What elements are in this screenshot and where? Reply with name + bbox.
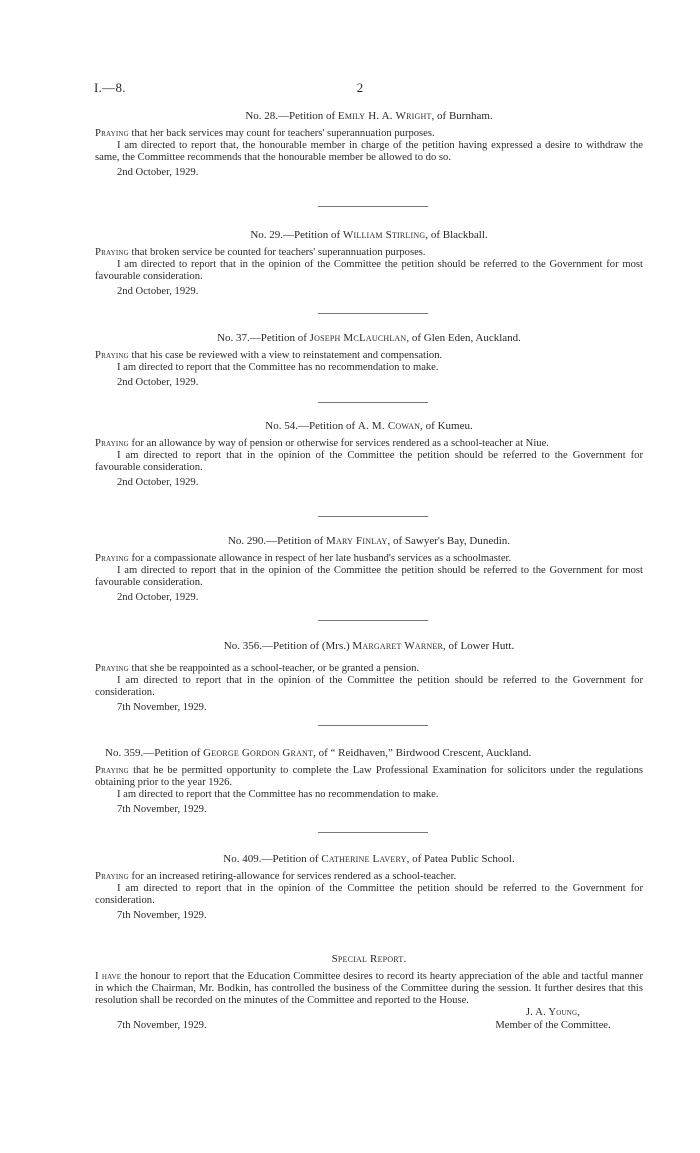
petitioner-name: William Stirling <box>342 229 426 241</box>
report-date: 7th November, 1929. <box>117 702 207 713</box>
section-divider <box>318 725 428 726</box>
report-paragraph: I am directed to report that in the opinion of the Committee the petition should be referred to the Government for most favourable consideration. <box>95 259 643 282</box>
section-divider <box>318 620 428 621</box>
report-paragraph: I am directed to report that the Committee has no recommendation to make. <box>117 362 439 373</box>
petitioner-name: Emily H. A. Wright <box>337 110 432 122</box>
signatory-title: Member of the Committee. <box>495 1020 611 1031</box>
special-report-section <box>95 953 643 1033</box>
section-divider <box>318 313 428 314</box>
report-date: 7th November, 1929. <box>117 804 207 815</box>
report-paragraph: I am directed to report that in the opinion of the Committee the petition should be referred to the Government for consideration. <box>95 883 643 906</box>
praying-paragraph: Praying that her back services may count for teachers' superannuation purposes. <box>95 128 435 139</box>
petition-section <box>95 535 643 604</box>
petition-section <box>95 853 643 922</box>
page-number: 2 <box>356 80 364 95</box>
petitioner-name: Catherine Lavery <box>321 853 407 865</box>
section-divider <box>318 402 428 403</box>
signature-block <box>95 1007 643 1033</box>
praying-paragraph: Praying for an allowance by way of pension or otherwise for services rendered as a school-teacher at Niue. <box>95 438 549 449</box>
petition-section <box>95 332 643 389</box>
praying-paragraph: Praying for a compassionate allowance in respect of her late husband's services as a schoolmaster. <box>95 553 512 564</box>
praying-paragraph: Praying that his case be reviewed with a view to reinstatement and compensation. <box>95 350 443 361</box>
petition-section <box>95 229 643 298</box>
petition-section <box>95 747 643 816</box>
praying-paragraph: Praying for an increased retiring-allowance for services rendered as a school-teacher. <box>95 871 457 882</box>
petitioner-name: George Gordon Grant <box>203 747 314 759</box>
petition-section <box>95 640 643 714</box>
petitioner-name: Mary Finlay <box>326 535 388 547</box>
praying-paragraph: Praying that she be reappointed as a school-teacher, or be granted a pension. <box>95 663 420 674</box>
report-paragraph: I am directed to report that, the honourable member in charge of the petition having expressed a desire to withdraw the same, the Committee recommends that the honourable member be allowed to do so. <box>95 140 643 163</box>
petition-title: No. 356.—Petition of (Mrs.) Margaret Warner, of Lower Hutt. <box>223 640 515 652</box>
praying-paragraph: Praying that he be permitted opportunity to complete the Law Professional Examination for solicitors under the regulations obtaining prior to the year 1926. <box>95 765 643 788</box>
report-date: 2nd October, 1929. <box>117 286 199 297</box>
report-paragraph: I am directed to report that in the opinion of the Committee the petition should be referred to the Government for consideration. <box>95 675 643 698</box>
praying-paragraph: Praying that broken service be counted for teachers' superannuation purposes. <box>95 247 426 258</box>
petition-section <box>95 110 643 179</box>
signatory-name: J. A. Young, <box>525 1007 581 1018</box>
report-date: 2nd October, 1929. <box>117 377 199 388</box>
petition-title: No. 29.—Petition of William Stirling, of Blackball. <box>250 229 488 241</box>
petition-title: No. 54.—Petition of A. M. Cowan, of Kumeu. <box>265 420 473 432</box>
petition-title: No. 37.—Petition of Joseph McLauchlan, of Glen Eden, Auckland. <box>217 332 521 344</box>
petition-title: No. 409.—Petition of Catherine Lavery, of Patea Public School. <box>223 853 515 865</box>
petition-title: No. 28.—Petition of Emily H. A. Wright, of Burnham. <box>245 110 493 122</box>
report-paragraph: I am directed to report that in the opinion of the Committee the petition should be referred to the Government for favourable consideration. <box>95 450 643 473</box>
petitioner-name: Joseph McLauchlan <box>309 332 407 344</box>
petitioner-name: A. M. Cowan <box>357 420 421 432</box>
petition-title: No. 359.—Petition of George Gordon Grant, of “ Reidhaven,” Birdwood Crescent, Auckland. <box>105 747 532 759</box>
report-date: 7th November, 1929. <box>117 910 207 921</box>
report-date: 2nd October, 1929. <box>117 477 199 488</box>
section-divider <box>318 206 428 207</box>
report-paragraph: I am directed to report that in the opinion of the Committee the petition should be referred to the Government for most favourable consideration. <box>95 565 643 588</box>
petitioner-name: Margaret Warner <box>352 640 444 652</box>
section-divider <box>318 516 428 517</box>
report-date: 2nd October, 1929. <box>117 592 199 603</box>
report-date: 2nd October, 1929. <box>117 167 199 178</box>
petition-title: No. 290.—Petition of Mary Finlay, of Sawyer's Bay, Dunedin. <box>227 535 511 547</box>
special-report-body: I have the honour to report that the Education Committee desires to record its hearty appreciation of the able and tactful manner in which the Chairman, Mr. Bodkin, has controlled the business of the Committee during the session. It further desires that this resolution shall be recorded on the minutes of the Committee and reported to the House. <box>95 971 643 1006</box>
document-reference: I.—8. <box>94 80 126 95</box>
report-paragraph: I am directed to report that the Committee has no recommendation to make. <box>117 789 439 800</box>
special-report-heading: Special Report. <box>331 953 407 965</box>
petition-section <box>95 420 643 489</box>
special-report-date: 7th November, 1929. <box>117 1020 207 1031</box>
section-divider <box>318 832 428 833</box>
